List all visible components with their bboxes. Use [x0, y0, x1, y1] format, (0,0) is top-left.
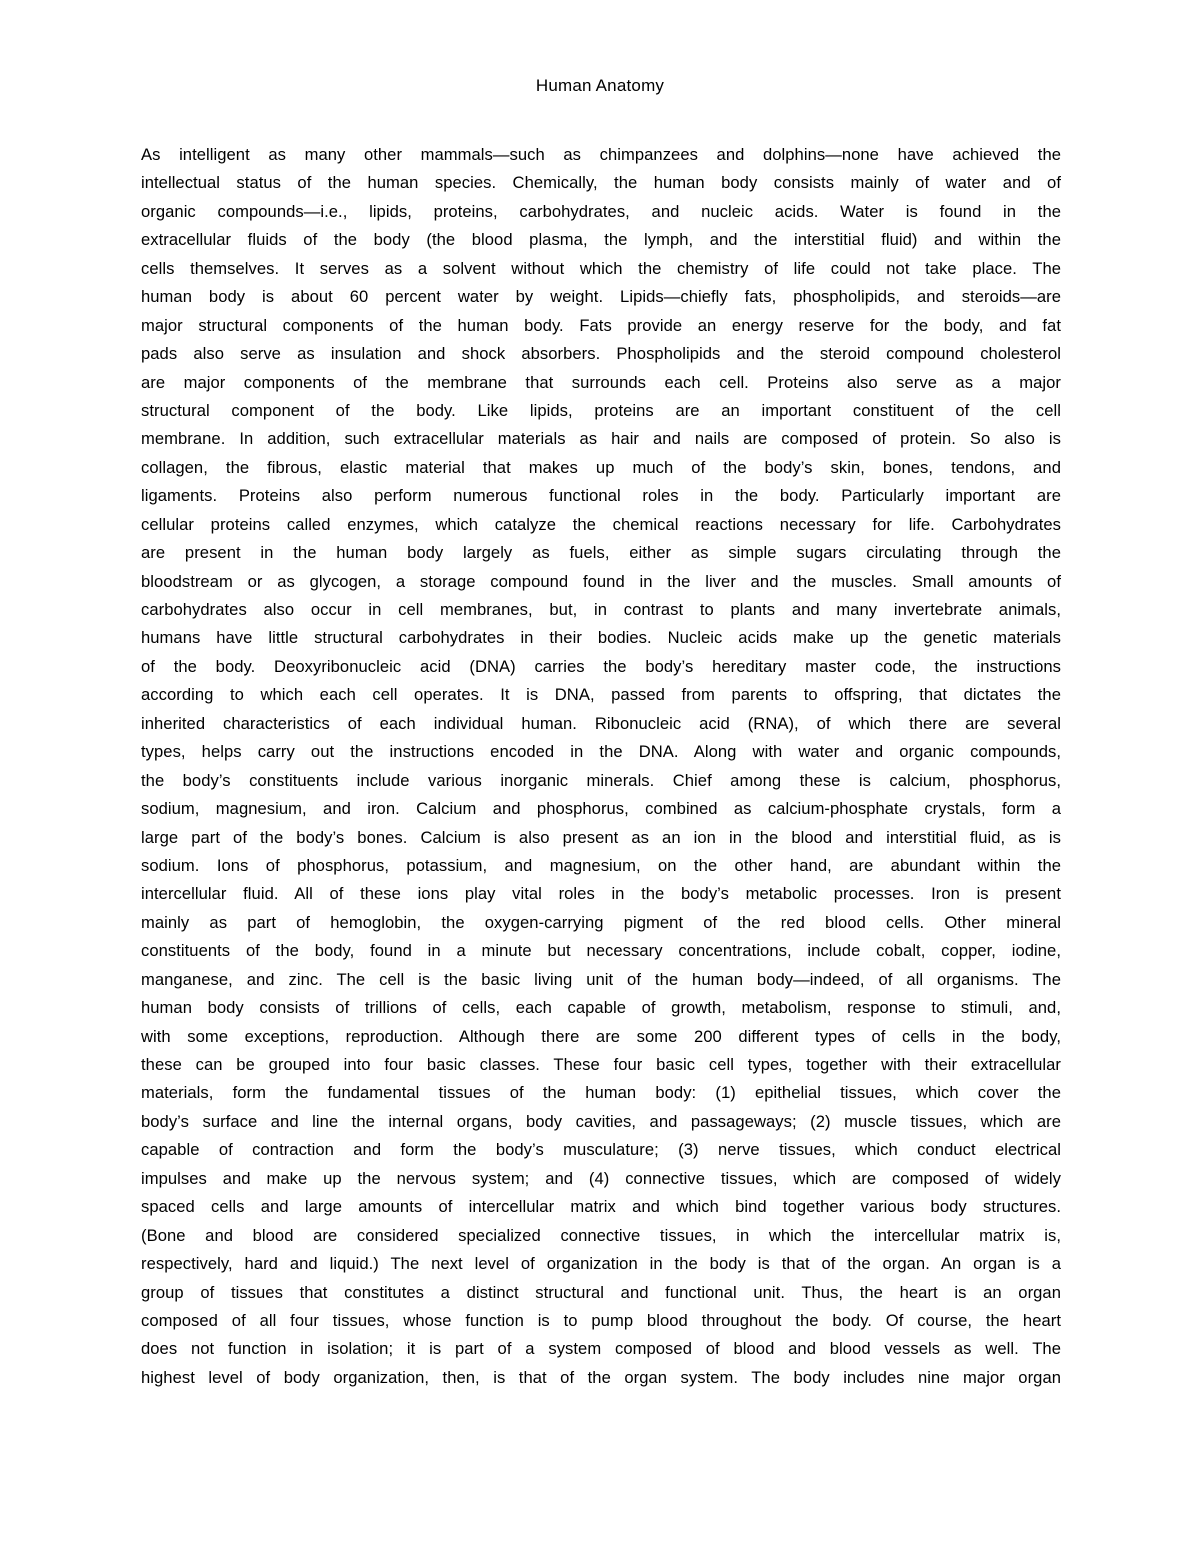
body-line: organic compounds—i.e., lipids, proteins, carbohydrates, and nucleic acids. Water is found in the: [141, 201, 1061, 221]
body-line: of the body. Deoxyribonucleic acid (DNA) carries the body’s hereditary master code, the instructions: [141, 656, 1061, 676]
body-line: extracellular fluids of the body (the blood plasma, the lymph, and the interstitial fluid) and within the: [141, 230, 1061, 250]
body-line: capable of contraction and form the body’s musculature; (3) nerve tissues, which conduct electrical: [141, 1140, 1061, 1160]
body-line: with some exceptions, reproduction. Although there are some 200 different types of cells in the body,: [141, 1026, 1061, 1046]
body-line: intellectual status of the human species. Chemically, the human body consists mainly of water and of: [141, 173, 1061, 193]
body-line: body’s surface and line the internal organs, body cavities, and passageways; (2) muscle tissues, which are: [141, 1111, 1061, 1131]
body-line: inherited characteristics of each individual human. Ribonucleic acid (RNA), of which there are several: [141, 713, 1061, 733]
body-line: the body’s constituents include various inorganic minerals. Chief among these is calcium, phosphorus,: [141, 770, 1061, 790]
body-line: are major components of the membrane that surrounds each cell. Proteins also serve as a major: [141, 372, 1061, 392]
body-line: collagen, the fibrous, elastic material that makes up much of the body’s skin, bones, tendons, and: [141, 457, 1061, 477]
body-line: group of tissues that constitutes a distinct structural and functional unit. Thus, the heart is an organ: [141, 1282, 1061, 1302]
body-line: constituents of the body, found in a minute but necessary concentrations, include cobalt, copper, iodine,: [141, 941, 1061, 961]
body-line: carbohydrates also occur in cell membranes, but, in contrast to plants and many invertebrate animals,: [141, 600, 1061, 619]
body-line: materials, form the fundamental tissues of the human body: (1) epithelial tissues, which cover the: [141, 1083, 1061, 1103]
body-line: As intelligent as many other mammals—such as chimpanzees and dolphins—none have achieved the: [141, 145, 1061, 164]
body-line: these can be grouped into four basic classes. These four basic cell types, together with their extracellular: [141, 1055, 1061, 1074]
body-line: major structural components of the human body. Fats provide an energy reserve for the body, and fat: [141, 315, 1061, 335]
body-line: bloodstream or as glycogen, a storage compound found in the liver and the muscles. Small amounts of: [141, 571, 1061, 591]
body-line: human body is about 60 percent water by weight. Lipids—chiefly fats, phospholipids, and steroids—are: [141, 287, 1061, 307]
document-body: [141, 141, 1061, 1392]
body-line: intercellular fluid. All of these ions play vital roles in the body’s metabolic processes. Iron is present: [141, 884, 1061, 904]
body-line: mainly as part of hemoglobin, the oxygen-carrying pigment of the red blood cells. Other mineral: [141, 912, 1061, 932]
body-line: cellular proteins called enzymes, which catalyze the chemical reactions necessary for life. Carbohydrates: [141, 514, 1061, 534]
body-line: spaced cells and large amounts of intercellular matrix and which bind together various body structures.: [141, 1197, 1061, 1217]
body-line: impulses and make up the nervous system; and (4) connective tissues, which are composed of widely: [141, 1168, 1061, 1188]
body-line: composed of all four tissues, whose function is to pump blood throughout the body. Of course, the heart: [141, 1310, 1061, 1330]
body-line: human body consists of trillions of cells, each capable of growth, metabolism, response to stimuli, and,: [141, 998, 1061, 1018]
body-line: sodium. Ions of phosphorus, potassium, and magnesium, on the other hand, are abundant within the: [141, 855, 1061, 875]
body-line: ligaments. Proteins also perform numerous functional roles in the body. Particularly important are: [141, 486, 1061, 506]
body-line: according to which each cell operates. It is DNA, passed from parents to offspring, that dictates the: [141, 685, 1061, 705]
body-line: are present in the human body largely as fuels, either as simple sugars circulating through the: [141, 543, 1061, 563]
body-line: manganese, and zinc. The cell is the basic living unit of the human body—indeed, of all organisms. The: [141, 969, 1061, 989]
body-line: highest level of body organization, then, is that of the organ system. The body includes nine major organ: [141, 1367, 1061, 1387]
body-line: does not function in isolation; it is part of a system composed of blood and blood vessels as well. The: [141, 1339, 1061, 1359]
body-line: sodium, magnesium, and iron. Calcium and phosphorus, combined as calcium-phosphate crystals, form a: [141, 799, 1061, 819]
body-line: respectively, hard and liquid.) The next level of organization in the body is that of the organ. An organ is a: [141, 1254, 1061, 1274]
body-line: structural component of the body. Like lipids, proteins are an important constituent of the cell: [141, 400, 1061, 420]
body-line: large part of the body’s bones. Calcium is also present as an ion in the blood and interstitial fluid, as is: [141, 827, 1061, 847]
body-line: (Bone and blood are considered specialized connective tissues, in which the intercellular matrix is,: [141, 1225, 1061, 1245]
body-line: cells themselves. It serves as a solvent without which the chemistry of life could not take place. The: [141, 258, 1061, 278]
body-line: pads also serve as insulation and shock absorbers. Phospholipids and the steroid compound cholesterol: [141, 344, 1061, 364]
body-line: membrane. In addition, such extracellular materials as hair and nails are composed of protein. So also is: [141, 429, 1061, 449]
body-line: humans have little structural carbohydrates in their bodies. Nucleic acids make up the genetic materials: [141, 628, 1061, 648]
document-title: Human Anatomy: [535, 76, 665, 95]
body-line: types, helps carry out the instructions encoded in the DNA. Along with water and organic compounds,: [141, 742, 1061, 762]
